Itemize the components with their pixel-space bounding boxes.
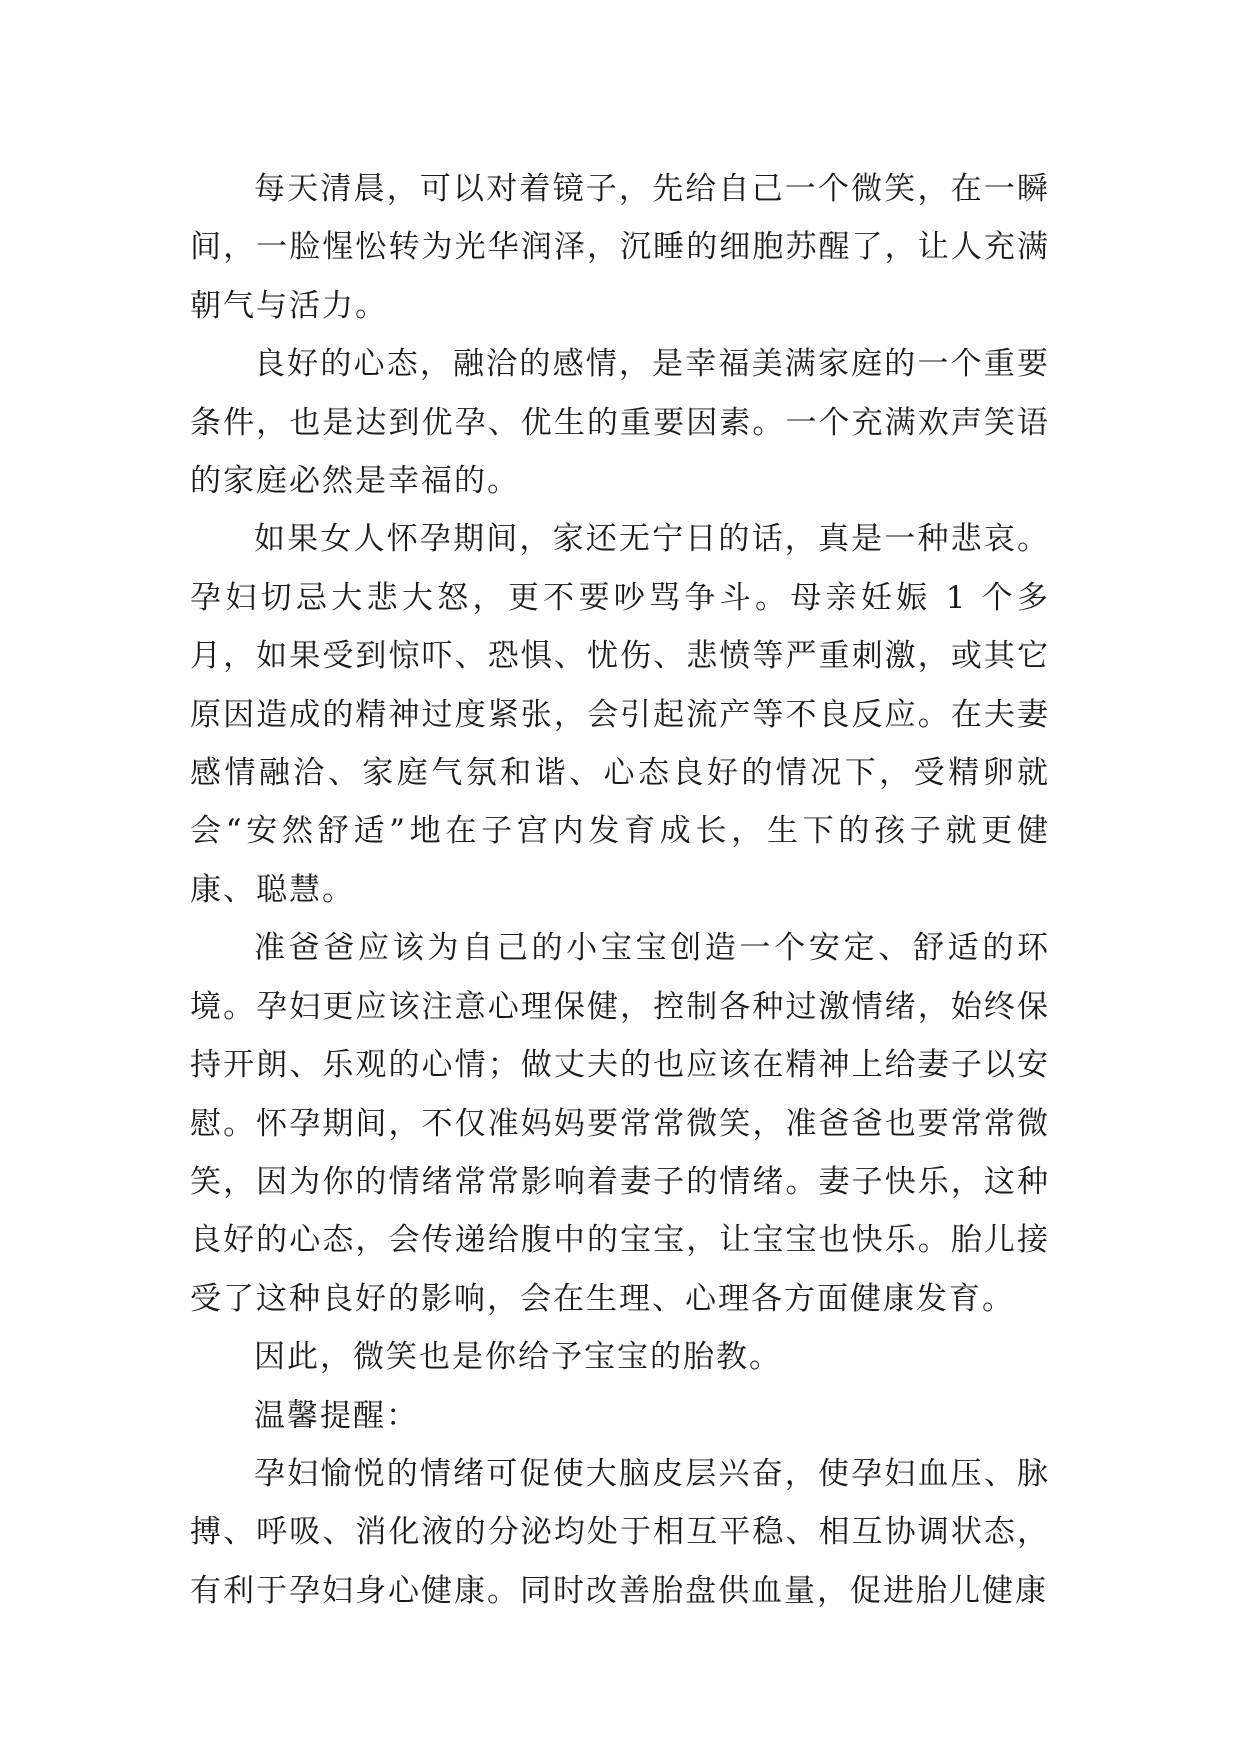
paragraph-tip-body: 孕妇愉悦的情绪可促使大脑皮层兴奋，使孕妇血压、脉搏、呼吸、消化液的分泌均处于相互平稳、相互协调状态，有利于孕妇身心健康。同时改善胎盘供血量，促进胎儿健康 (190, 1455, 1050, 1609)
paragraph-smile-education: 因此，微笑也是你给予宝宝的胎教。 (254, 1339, 782, 1376)
paragraph-tip-heading: 温馨提醒： (254, 1397, 419, 1434)
paragraph-good-mood: 良好的心态，融洽的感情，是幸福美满家庭的一个重要条件，也是达到优孕、优生的重要因素。一个充满欢声笑语的家庭必然是幸福的。 (190, 346, 1050, 500)
paragraph-father-role: 准爸爸应该为自己的小宝宝创造一个安定、舒适的环境。孕妇更应该注意心理保健，控制各种过激情绪，始终保持开朗、乐观的心情；做丈夫的也应该在精神上给妻子以安慰。怀孕期间，不仅准妈妈要常常微笑，准爸爸也要常常微笑，因为你的情绪常常影响着妻子的情绪。妻子快乐，这种良好的心态，会传递给腹中的宝宝，让宝宝也快乐。胎儿接受了这种良好的影响，会在生理、心理各方面健康发育。 (190, 930, 1050, 1317)
paragraph-pregnancy-stress: 如果女人怀孕期间，家还无宁日的话，真是一种悲哀。孕妇切忌大悲大怒，更不要吵骂争斗。母亲妊娠 1 个多月，如果受到惊吓、恐惧、忧伤、悲愤等严重刺激，或其它原因造成的精神过度紧张，会引起流产等不良反应。在夫妻感情融洽、家庭气氛和谐、心态良好的情况下，受精卵就会“安然舒适”地在子宫内发育成长，生下的孩子就更健康、聪慧。 (190, 521, 1050, 908)
paragraph-morning-smile: 每天清晨，可以对着镜子，先给自己一个微笑，在一瞬间，一脸惺忪转为光华润泽，沉睡的细胞苏醒了，让人充满朝气与活力。 (190, 171, 1050, 324)
document-body (190, 160, 1050, 1620)
